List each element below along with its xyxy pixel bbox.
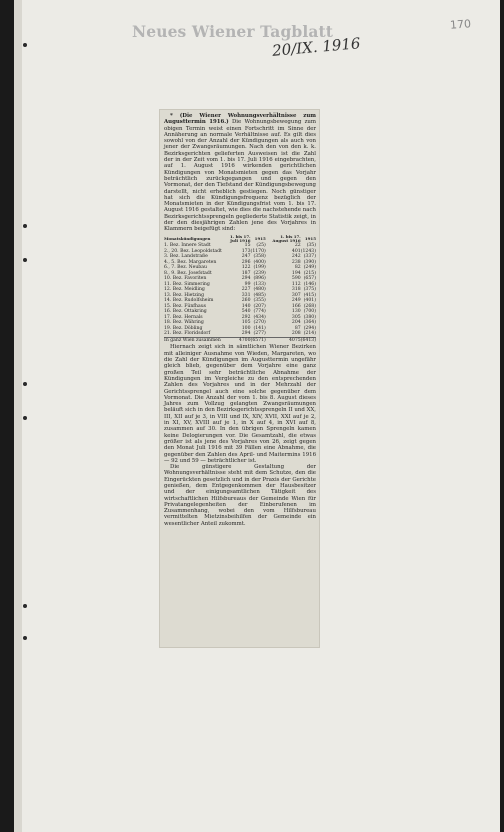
table-cell: 8., 9. Bez. Josefstadt bbox=[164, 270, 212, 276]
punch-hole bbox=[23, 604, 27, 608]
handwritten-date: 20/IX. 1916 bbox=[271, 34, 362, 60]
table-cell: (35) bbox=[306, 243, 316, 249]
table-cell: 16. Bez. Ottakring bbox=[164, 309, 207, 315]
table-cell: (270) bbox=[253, 320, 266, 326]
table-cell: (657) bbox=[303, 276, 316, 282]
table-cell: 307 bbox=[291, 292, 301, 298]
newspaper-clipping bbox=[160, 110, 319, 647]
table-cell: 227 bbox=[241, 287, 251, 293]
newspaper-name: Neues Wiener Tagblatt bbox=[132, 22, 333, 41]
table-cell: 238 bbox=[291, 259, 301, 265]
table-cell: (239) bbox=[253, 270, 266, 276]
table-cell: 130 bbox=[291, 309, 301, 315]
table-cell: 187 bbox=[241, 270, 251, 276]
table-cell: 22 bbox=[294, 243, 301, 249]
table-cell: 249 bbox=[291, 298, 301, 304]
table-cell: 247 bbox=[241, 254, 251, 260]
punch-hole bbox=[23, 43, 27, 47]
table-cell: (337) bbox=[303, 254, 316, 260]
table-cell: 242 bbox=[291, 254, 301, 260]
table-cell: (214) bbox=[303, 331, 316, 337]
table-cell: (700) bbox=[303, 309, 316, 315]
table-cell: (268) bbox=[303, 303, 316, 309]
article-intro bbox=[164, 113, 316, 233]
table-cell: 305 bbox=[291, 314, 301, 320]
article-conclusion: Die günstigere Gestaltung der Wohnungsverhältnisse steht mit dem Schutze, den die Eingerückten gesetzlich und in der Praxis der Gerichte genießen, dem Entgegenkommen der Hausbesitzer und der einigungsamtlichen Tätigkeit des wirtschaftlichen Hilfsbureaus der Gemeinde Wien für Privatangelegenheiten der Einberufenen im Zusammenhang, wobei den vom Hilfsbureau vermittelten Mietzinsbeihilfen der Gemeinde ein wesentlicher Anteil zukommt. bbox=[164, 464, 316, 527]
table-cell: (774) bbox=[253, 309, 266, 315]
table-cell: (896) bbox=[253, 276, 266, 282]
table-cell: (207) bbox=[253, 303, 266, 309]
table-cell: 87 bbox=[294, 325, 301, 331]
table-cell: (1243) bbox=[300, 248, 316, 254]
punch-hole bbox=[23, 416, 27, 420]
table-cell: 318 bbox=[291, 287, 301, 293]
table-cell: 122 bbox=[241, 265, 251, 271]
table-cell: 2., 20. Bez. Leopoldstadt bbox=[164, 248, 222, 254]
table-cell: 194 bbox=[291, 270, 301, 276]
table-cell: (25) bbox=[256, 243, 266, 249]
table-cell: (133) bbox=[253, 281, 266, 287]
table-total-row bbox=[164, 337, 316, 343]
punch-hole bbox=[23, 258, 27, 262]
table-cell: 99 bbox=[244, 281, 251, 287]
table-cell: (249) bbox=[303, 265, 316, 271]
table-cell: 294 bbox=[241, 276, 251, 282]
table-header: 1915 bbox=[254, 235, 266, 241]
table-cell: 13. Bez. Hietzing bbox=[164, 292, 205, 298]
punch-hole bbox=[23, 636, 27, 640]
table-cell: 590 bbox=[291, 276, 301, 282]
table-cell: (215) bbox=[303, 270, 316, 276]
table-cell: 331 bbox=[241, 292, 251, 298]
article-intro-text: Die Wohnungsbewegung zum obigen Termin weist einen Fortschritt im Sinne der Annäherung an normale Verhältnisse auf. Es gilt dies sowohl von der Anzahl der Kündigungen als auch von jener der Zwangsräumungen. Nach den von den k. k. Bezirksgerichten gelieferten Ausweisen ist die Zahl der in der Zeit vom 1. bis 17. Juli 1916 eingebrachten, auf 1. August 1916 wirkenden gerichtlichen Kündigungen von Monatsmieten gegen das Vorjahr beträchtlich zurückgegangen und gegen den Vormonat, der den Tiefstand der Kündigungsbewegung darstellt, nicht erheblich gestiegen. Noch günstiger hat sich die Kündigungsfrequenz bezüglich der Monatsmieten in der Kündigungsfrist vom 1. bis 17. August 1916 gestaltet, wie dies die nachstehende nach Bezirksgerichtssprengeln gegliederte Statistik zeigt, in der den diesjährigen Zahlen jene des Vorjahres in Klammern beigefügt sind: bbox=[164, 119, 316, 233]
table-cell: (358) bbox=[253, 254, 266, 260]
table-cell: (199) bbox=[253, 265, 266, 271]
table-cell: 10. Bez. Favoriten bbox=[164, 276, 207, 282]
article-body bbox=[160, 110, 319, 527]
table-cell: (6571) bbox=[250, 337, 266, 343]
table-cell: 105 bbox=[241, 320, 251, 326]
table-cell: 260 bbox=[241, 298, 251, 304]
table-cell: 294 bbox=[241, 331, 251, 337]
table-cell: 140 bbox=[241, 303, 251, 309]
table-cell: (1170) bbox=[250, 248, 266, 254]
table-cell: 1. Bez. Innere Stadt bbox=[164, 243, 211, 249]
table-cell: 100 bbox=[241, 325, 251, 331]
table-cell: (480) bbox=[253, 287, 266, 293]
table-cell: 173 bbox=[241, 248, 251, 254]
table-header: 1915 bbox=[304, 235, 316, 241]
statistics-table bbox=[164, 235, 316, 344]
table-cell: (401) bbox=[303, 298, 316, 304]
table-cell: 12. Bez. Meidling bbox=[164, 287, 205, 293]
archive-number: 170 bbox=[449, 17, 472, 32]
table-cell: 18. Bez. Währing bbox=[164, 320, 204, 326]
table-cell: 112 bbox=[291, 281, 301, 287]
table-cell: (6413) bbox=[300, 337, 316, 343]
table-cell: (375) bbox=[303, 287, 316, 293]
table-cell: (294) bbox=[303, 325, 316, 331]
table-cell: 166 bbox=[291, 303, 301, 309]
table-cell: 6., 7. Bez. Neubau bbox=[164, 265, 207, 271]
table-cell: 14. Bez. Rudolfsheim bbox=[164, 298, 214, 304]
table-cell: (400) bbox=[253, 259, 266, 265]
table-cell: 11. Bez. Simmering bbox=[164, 281, 210, 287]
table-cell: (415) bbox=[303, 292, 316, 298]
table-cell: 296 bbox=[241, 259, 251, 265]
table-cell: (355) bbox=[253, 298, 266, 304]
table-cell: 82 bbox=[294, 265, 301, 271]
table-cell: (141) bbox=[253, 325, 266, 331]
table-cell: (390) bbox=[303, 259, 316, 265]
table-cell: 21. Bez. Floridsdorf bbox=[164, 331, 211, 337]
sheet-binding-edge bbox=[14, 0, 22, 832]
table-cell: (364) bbox=[303, 320, 316, 326]
table-cell: (485) bbox=[253, 292, 266, 298]
table-cell: (380) bbox=[303, 314, 316, 320]
punch-hole bbox=[23, 382, 27, 386]
table-cell: 15. Bez. Fünfhaus bbox=[164, 303, 207, 309]
table-cell: 204 bbox=[291, 320, 301, 326]
table-header: 1. bis 17. Juli 1916 bbox=[230, 233, 251, 244]
table-cell: 540 bbox=[241, 309, 251, 315]
table-cell: 19. Bez. Döbling bbox=[164, 325, 203, 331]
table-cell: (277) bbox=[253, 331, 266, 337]
table-header: 1. bis 17. August 1916 bbox=[272, 233, 301, 244]
table-cell: (146) bbox=[303, 281, 316, 287]
table-cell: 4075 bbox=[266, 337, 301, 343]
table-header: Monatskündigungen bbox=[164, 235, 211, 241]
table-cell: (434) bbox=[253, 314, 266, 320]
table-cell: 208 bbox=[291, 331, 301, 337]
table-cell: 4., 5. Bez. Margareten bbox=[164, 259, 217, 265]
table-cell: 401 bbox=[291, 248, 301, 254]
table-cell: 15 bbox=[244, 243, 251, 249]
table-cell: 3. Bez. Landstraße bbox=[164, 254, 208, 260]
article-continuation: Hiernach zeigt sich in sämtlichen Wiener Bezirken mit alleiniger Ausnahme von Wieden, Margareten, wo die Zahl der Kündigungen im Augusttermin ungefähr gleich blieb, gegenüber dem Vorjahre eine ganz großen Teil sehr beträchtliche Abnahme der Kündigungen im Vergleiche zu den entsprechenden Zahlen des Vorjahres und in der Mehrzahl der Gerichtssprengel auch eine solche gegenüber dem Vormonat. Die Anzahl der vom 1. bis 8. August dieses Jahres zum Vollzug gelangten Zwangsräumungen beläuft sich in den Bezirksgerichtssprengeln II und XX, III, XII auf je 3, in VIII und IX, XIV, XVII, XXI auf je 2, in XI, XV, XVIII auf je 1, in X auf 4, in XVI auf 8, zusammen auf 30. In den übrigen Sprengeln kamen keine Delogierungen vor. Die Gesamtzahl, die etwas größer ist als jene des Vorjahres von 26, zeigt gegen den Monat Juli 1916 mit 39 Fällen eine Abnahme, die gegenüber den Zahlen des April- und Maitermins 1916 — 92 und 59 — beträchtlicher ist. bbox=[164, 344, 316, 464]
table-cell: In ganz Wien zusammen bbox=[164, 337, 221, 343]
table-cell: 17. Bez. Hernals bbox=[164, 314, 203, 320]
punch-hole bbox=[23, 224, 27, 228]
table-cell: 292 bbox=[241, 314, 251, 320]
article-headline: * (Die Wiener Wohnungsverhältnisse zum Augusttermin 1916.) bbox=[164, 113, 316, 126]
table-cell: 4700 bbox=[222, 337, 251, 343]
